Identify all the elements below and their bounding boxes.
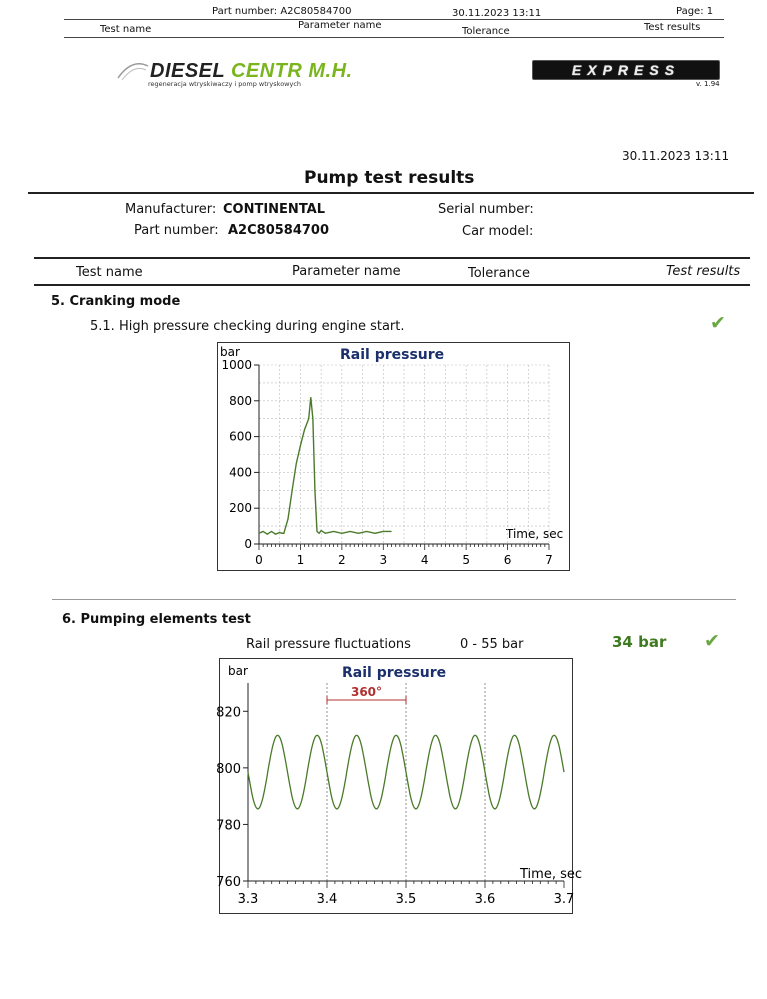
chart-1-title: Rail pressure [340, 347, 445, 363]
chart-2-ylabel: bar [228, 664, 248, 678]
y-tick-label: 820 [216, 705, 241, 721]
col-parameter-name: Parameter name [292, 264, 401, 279]
section-5-title: 5. Cranking mode [51, 294, 181, 309]
y-tick-label: 760 [216, 875, 241, 890]
y-tick-label: 780 [216, 818, 241, 834]
chart-1-xlabel: Time, sec [506, 527, 564, 541]
col-test-results: Test results [666, 264, 741, 279]
version-label: v. 1.94 [696, 80, 720, 88]
chart-2-xlabel: Time, sec [520, 867, 582, 882]
rail-pressure-oscillation-line [248, 735, 564, 808]
x-tick-label: 3.5 [395, 892, 417, 907]
pass-check-icon: ✔ [704, 630, 720, 652]
x-tick-label: 6 [503, 553, 512, 567]
header-col-test-name: Test name [100, 24, 152, 35]
rail-pressure-chart-2 [216, 658, 582, 914]
y-tick-label: 800 [216, 761, 241, 777]
rail-pressure-line [259, 397, 392, 534]
y-tick-label: 800 [229, 393, 252, 408]
x-tick-label: 7 [545, 553, 553, 567]
x-tick-label: 3 [379, 553, 388, 567]
manufacturer-value: CONTINENTAL [223, 202, 326, 217]
serial-number-label: Serial number: [438, 202, 534, 217]
logo-emblem [116, 58, 150, 82]
report-datetime: 30.11.2023 13:11 [622, 149, 730, 163]
x-tick-label: 3.3 [237, 892, 259, 907]
chart-1-svg [218, 343, 569, 570]
section-6-result: 34 bar [612, 633, 667, 651]
manufacturer-label: Manufacturer: [125, 202, 217, 217]
header-col-tolerance: Tolerance [462, 26, 510, 37]
x-tick-label: 5 [462, 553, 470, 567]
express-logo: EXPRESS [532, 60, 720, 80]
header-datetime: 30.11.2023 13:11 [452, 8, 542, 19]
section-5-item: 5.1. High pressure checking during engine start. [90, 319, 405, 334]
header-part-number: Part number: A2C80584700 [212, 6, 352, 17]
x-tick-label: 3.6 [474, 892, 496, 907]
rail-pressure-chart-1 [217, 342, 570, 571]
header-col-results: Test results [644, 22, 701, 33]
x-tick-label: 1 [296, 553, 305, 567]
x-tick-label: 3.7 [553, 892, 575, 907]
x-tick-label: 0 [255, 553, 263, 567]
chart-1-ylabel: bar [220, 345, 240, 359]
logo-tagline: regeneracja wtryskiwaczy i pomp wtryskowych [148, 80, 302, 88]
y-tick-label: 0 [244, 537, 252, 551]
x-tick-label: 3.4 [316, 892, 338, 907]
car-model-label: Car model: [462, 224, 534, 239]
part-number-value: A2C80584700 [228, 223, 330, 238]
col-tolerance: Tolerance [468, 266, 530, 281]
col-test-name: Test name [76, 265, 143, 280]
part-number-label: Part number: [134, 223, 219, 238]
page-title: Pump test results [304, 168, 475, 188]
y-tick-label: 200 [229, 501, 252, 516]
x-tick-label: 2 [338, 553, 346, 567]
header-col-parameter: Parameter name [298, 20, 382, 31]
y-tick-label: 600 [229, 429, 252, 444]
y-tick-label: 1000 [221, 358, 252, 372]
pass-check-icon: ✔ [710, 312, 726, 334]
chart-2-svg [216, 659, 582, 913]
logo-brand: DIESEL CENTR M.H. [150, 60, 353, 82]
y-tick-label: 400 [229, 465, 252, 480]
header-page: Page: 1 [676, 6, 714, 17]
chart-2-title: Rail pressure [342, 665, 447, 681]
section-6-tolerance: 0 - 55 bar [460, 637, 524, 652]
x-tick-label: 4 [420, 553, 429, 567]
section-6-title: 6. Pumping elements test [62, 612, 251, 627]
marker-360-label: 360° [350, 685, 383, 699]
section-6-parameter: Rail pressure fluctuations [246, 637, 411, 652]
